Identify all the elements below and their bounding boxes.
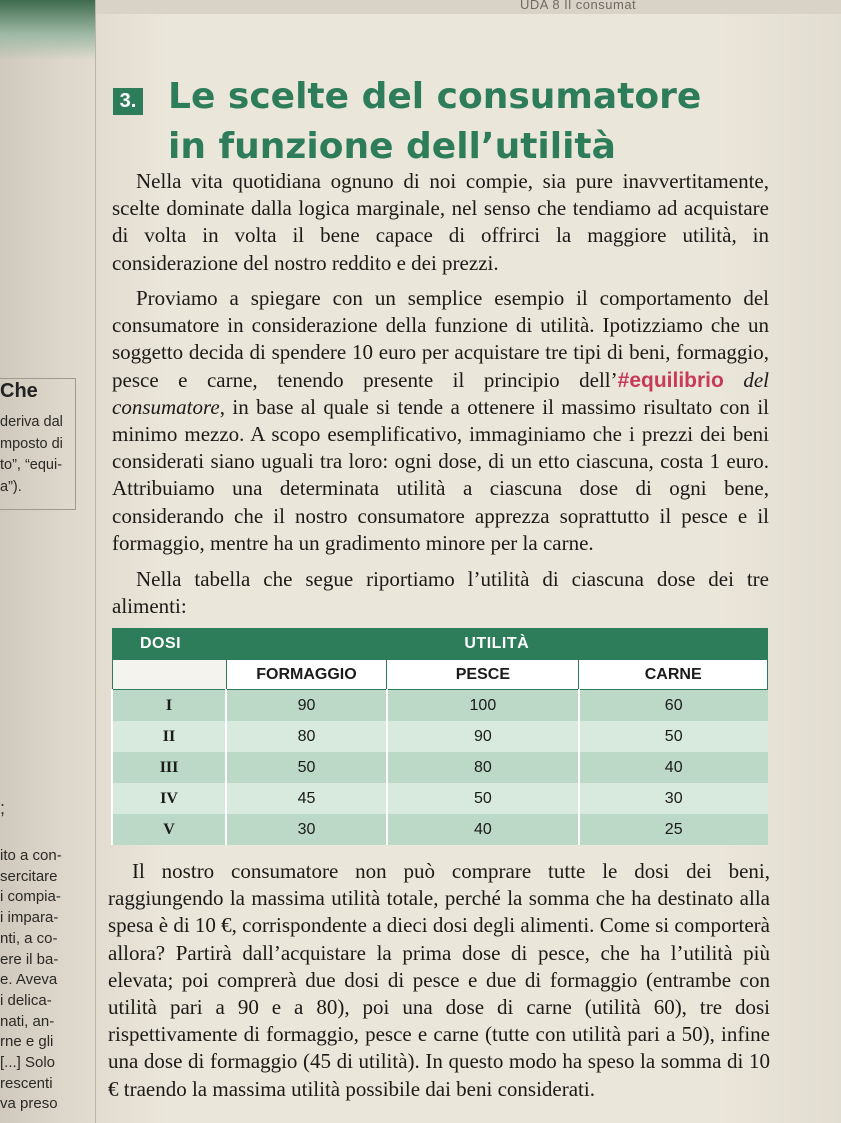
sidebar-line: nati, an-: [0, 1012, 55, 1030]
dose-cell: III: [112, 752, 226, 783]
section-title-line-2: in funzione dell’utilità: [168, 126, 616, 167]
table-row: [112, 690, 768, 722]
dose-cell: V: [112, 814, 226, 845]
carne-cell: 25: [579, 814, 768, 845]
carne-cell: 60: [579, 690, 768, 722]
sidebar-line: i delica-: [0, 991, 52, 1009]
formaggio-cell: 45: [226, 783, 387, 814]
section-number: 3.: [113, 88, 143, 115]
sidebar-heading: Che: [0, 380, 38, 402]
hashtag-equilibrio[interactable]: #equilibrio: [617, 368, 724, 392]
table-subheader-row: [112, 660, 768, 690]
header-utilita: UTILITÀ: [226, 628, 767, 660]
table-row: [112, 783, 768, 814]
carne-cell: 30: [579, 783, 768, 814]
paragraph-4-text: Il nostro consumatore non può comprare tutte le dosi dei beni, raggiungendo la massima utilità totale, perché la somma che ha destinato alla spesa è di 10 €, corrispondente a dieci dosi degli alimenti. Come si comporterà allora? Partirà dall’acquistare la prima dose di pesce, che ha l’utilità più elevata; poi comprerà due dosi di pesce e due di formaggio (entrambe con utilità pari a 90 e a 80), poi una dose di carne (utilità 60), tre dosi rispettivamente di formaggio, pesce e carne (tutte con utilità pari a 50), infine una dose di formaggio (45 di utilità). In questo modo ha speso la somma di 10 € traendo la massima utilità possibile dai beni considerati.: [108, 859, 770, 1101]
sidebar-line: rescenti: [0, 1074, 53, 1092]
utility-table: [111, 628, 768, 845]
sidebar-text-lower: [0, 846, 78, 1115]
dose-cell: II: [112, 721, 226, 752]
pesce-cell: 80: [387, 752, 579, 783]
paragraph-4: [108, 858, 770, 1103]
header-dosi: DOSI: [112, 628, 226, 660]
sidebar-line: va preso: [0, 1095, 58, 1113]
table-row: [112, 814, 768, 845]
table-row: [112, 721, 768, 752]
sidebar-line: i compia-: [0, 888, 61, 906]
pesce-cell: 90: [387, 721, 579, 752]
table-row: [112, 752, 768, 783]
pesce-cell: 40: [387, 814, 579, 845]
formaggio-cell: 30: [226, 814, 387, 845]
pesce-cell: 100: [387, 690, 579, 722]
table-header-row: [112, 628, 768, 660]
dose-cell: IV: [112, 783, 226, 814]
carne-cell: 40: [579, 752, 768, 783]
section-title-line-1: Le scelte del consumatore: [168, 76, 702, 117]
sidebar-line: deriva dal: [0, 414, 63, 430]
sidebar-line: [...] Solo: [0, 1054, 56, 1072]
header-green-decoration: [0, 0, 96, 60]
sidebar-line: rne e gli: [0, 1033, 54, 1051]
sidebar-line: ere il ba-: [0, 950, 59, 968]
sidebar-line: a”).: [0, 478, 22, 495]
formaggio-cell: 90: [226, 690, 387, 722]
paragraph-1-text: Nella vita quotidiana ognuno di noi compie, sia pure inavvertitamente, scelte dominate dalla logica marginale, nel senso che tendiamo ad acquistare di volta in volta il bene capace di offrirci la maggiore utilità, in considerazione del nostro reddito e dei prezzi.: [112, 169, 769, 275]
sidebar-punctuation: ;: [0, 798, 6, 818]
top-band: [0, 0, 841, 14]
running-head: UDA 8 Il consumat: [520, 0, 637, 12]
sidebar-line: i impara-: [0, 909, 59, 927]
dose-cell: I: [112, 690, 226, 722]
paragraph-2-italic: del consumatore: [112, 367, 769, 419]
header-carne: CARNE: [579, 660, 768, 690]
sidebar-line: nti, a co-: [0, 929, 58, 947]
header-pesce: PESCE: [387, 660, 579, 690]
section-title: [168, 72, 768, 172]
paragraph-2: [112, 285, 769, 557]
paragraph-3: [112, 566, 769, 620]
paragraph-3-text: Nella tabella che segue riportiamo l’utilità di ciascuna dose dei tre alimenti:: [112, 567, 769, 619]
sidebar-line: ito a con-: [0, 847, 62, 864]
paragraph-2-part-2: , in base al quale si tende a ottenere il massimo risultato con il minimo mezzo. A scopo esemplificativo, immaginiamo che i prezzi dei beni considerati siano uguali tra loro: ogni dose, di un etto ciascuna, costa 1 euro. Attribuiamo una determinata utilità a ciascuna dose di ogni bene, considerando che il nostro consumatore apprezza soprattutto il pesce e il formaggio, mentre ha un gradimento minore per la carne.: [112, 394, 769, 555]
pesce-cell: 50: [387, 783, 579, 814]
sidebar-line: mposto di: [0, 435, 63, 452]
header-formaggio: FORMAGGIO: [226, 660, 387, 690]
margin-divider: [95, 0, 96, 1123]
paragraph-2-part-1: Proviamo a spiegare con un semplice esempio il comportamento del consumatore in considerazione della funzione di utilità. Ipotizziamo che un soggetto decida di spendere 10 euro per acquistare tre tipi di beni, formaggio, pesce e carne, tenendo presente il principio dell’: [112, 286, 769, 392]
header-blank-cell: [112, 660, 226, 690]
sidebar-line: to”, “equi-: [0, 457, 63, 473]
sidebar-text: [0, 412, 74, 498]
paragraph-1: [112, 168, 769, 277]
carne-cell: 50: [579, 721, 768, 752]
sidebar-line: sercitare: [0, 867, 58, 885]
formaggio-cell: 80: [226, 721, 387, 752]
sidebar-line: e. Aveva: [0, 971, 58, 989]
formaggio-cell: 50: [226, 752, 387, 783]
